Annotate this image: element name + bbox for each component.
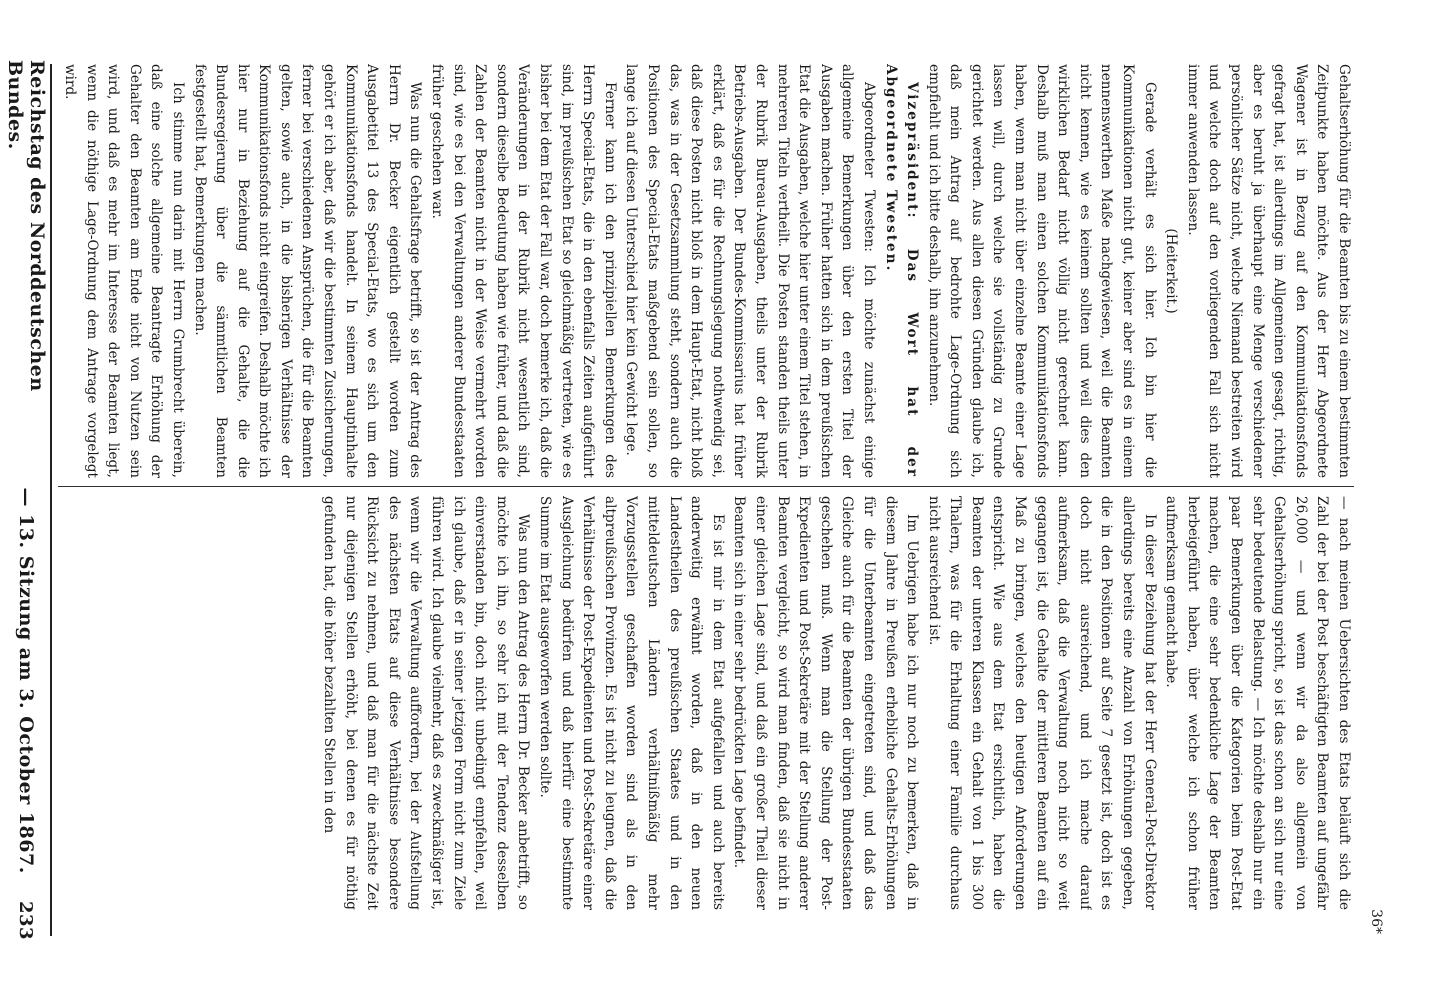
header-right-title: — 13. Sitzung am 3. October 1867. (15, 487, 37, 874)
paragraph: Was nun die Gehaltsfrage betrifft, so ist der Antrag des Herrn Dr. Becker eigentlich gestellt worden zum Ausgabetitel 13 des Special-Etats, wo es sich um den Kommunikationsfonds handelt. In seinem Hauptinhalte gehört er ich aber, daß wir die bestimmten Zusicherungen, ferner bei verschiedenen Ansprüchen, die für die Beamten gelten, sowie auch, in die bisherigen Verhältnisse der Kommunikationsfonds nicht eingreifen. Deshalb möchte ich hier nur in Beziehung auf die Gehalte, die die Bundesregierung über die sämmtlichen Beamten festgestellt hat, Bemerkungen machen. (191, 64, 424, 478)
paragraph: Ich stimme nun darin mit Herrn Grumbrecht überein, daß eine solche allgemeine Beantragte Erhöhung der Gehalter den Beamten am Ende nicht von Nutzen sein wird, und daß es mehr im Interesse der Beamten liegt, wenn die nöthige Lage-Ordnung dem Antrage vorgelegt wird. (61, 64, 186, 478)
sheet-signature: 36* (1368, 909, 1384, 934)
page-number: 233 (15, 900, 37, 941)
paragraph: Im Uebrigen habe ich nur noch zu bemerken, daß in diesem Jahre in Preußen erhebliche Gehalts-Erhöhungen für die Unterbeamten eingetreten sind, und daß das Gleiche auch für die Beamten der übrigen Bundesstaaten geschehen muß. Wenn man die Stellung der Post-Expedienten und Post-Sekretäre mit der Stellung anderer Beamten vergleicht, so wird man finden, daß sie nicht in einer gleichen Lage sind, und daß ein großer Theil dieser Beamten sich in einer sehr bedrückten Lage befindet. (731, 496, 921, 910)
running-header (6, 60, 46, 940)
column-divider (58, 486, 1354, 487)
paragraph: In dieser Beziehung hat der Herr General-Post-Direktor allerdings bereits eine Anzahl von Erhöhungen gegeben, die in den Positionen auf Seite 7 gesetzt ist, doch ist es doch nicht ausreichend, und ich mache darauf aufmerksam, daß die Verwaltung noch nicht so weit gegangen ist, die Gehalte der mittleren Beamten auf ein Maß zu bringen, welches den heutigen Anforderungen entspricht. Wie aus dem Etat ersichtlich, haben die Beamten der unteren Klassen ein Gehalt von 1 bis 300 Thalern, was für die Erhaltung einer Familie durchaus nicht ausreichend ist. (925, 496, 1158, 910)
paragraph: (Heiterkeit.) (1163, 228, 1180, 314)
left-column (58, 64, 1354, 478)
paragraph: Ferner kann ich den prinzipiellen Bemerkungen des Herrn Special-Etats, die in den ebenfalls Zeiten aufgeführt sind, im preußischen Etat so gleichmäßig vertreten, wie es bisher bei dem Etat der Fall war, doch bemerke ich, daß die Veränderungen in der Rubrik nicht wesentlich sind, sondern dieselbe Bedeutung haben wie früher, und daß die Zahlen der Beamten nicht in der Weise vermehrt worden sind, wie es bei den Verwaltungen anderer Bundesstaaten früher geschehen war. (429, 64, 618, 478)
paragraph: Gehaltserhöhung für die Beamten bis zu einem bestimmten Zeitpunkte haben möchte. Aus der Herr Abgeordnete Wagener ist in Bezug auf den Kommunikationsfonds gefragt hat, ist allerdings im Allgemeinen gesagt, richtig, aber es beruht ja überhaupt eine Menge verschiedener persönlicher Sätze nicht, welche Niemand bestreiten wird und welche doch auf den vorliegenden Fall sich nicht immer anwenden lassen. (1184, 64, 1352, 478)
paragraph: Gerade verhält es sich hier. Ich bin hier die Kommunikationen nicht gut, keiner aber sind es in einem nennenswerthen Maße nachgewiesen, weil die Beamten nicht kennen, wie es keinem sollten und weil dies den wirklichen Bedarf nicht völlig nicht gerechnet kann. Deshalb muß man einen solchen Kommunikationsfonds haben, wenn man nicht über einzelne Beamte einer Lage lassen will, durch welche sie vollständig zu Grunde gerichtet werden. Aus allen diesen Gründen glaube ich, daß mein Antrag auf bedrohte Lage-Ordnung sich empfiehlt und ich bitte deshalb, ihn anzunehmen. (925, 64, 1158, 478)
header-left-title: Reichstag des Norddeutschen Bundes. (4, 60, 48, 392)
paragraph: Es ist mir in dem Etat aufgefallen und auch bereits anderweitig erwähnt worden, daß in den neuen Landestheilen des preußischen Staates und in den mitteldeutschen Ländern verhältnißmäßig mehr Vorzugsstellen geschaffen worden sind als in den altpreußischen Provinzen. Es ist nicht zu leugnen, daß die Verhältnisse der Post-Expedienten und Post-Sekretäre einer Ausgleichung bedürfen und daß hierfür eine bestimmte Summe im Etat ausgeworfen werden sollte. (537, 496, 726, 910)
paragraph: Vizepräsident: Das Wort hat der Abgeordnete Twesten. (882, 64, 921, 478)
paragraph: — nach meinen Uebersichten des Etats beläuft sich die Zahl der bei der Post beschäftigten Beamten auf ungefähr 26,000 — und wenn wir da also allgemein von Gehaltserhöhung spricht, so ist das schon an sich nur eine sehr bedeutende Belastung. — Ich möchte deshalb nur ein paar Bemerkungen über die Kategorien beim Post-Etat machen, die eine sehr bedenkliche Lage der Beamten herbeigeführt haben, über welche ich schon früher aufmerksam gemacht habe. (1163, 496, 1352, 910)
side-credit-strip (1404, 0, 1432, 1000)
paragraph: Was nun den Antrag des Herrn Dr. Becker anbetrifft, so möchte ich ihn, so sehr ich mit der Tendenz desselben einverstanden bin, doch nicht unbedingt empfehlen, weil ich glaube, daß er in seiner jetzigen Form nicht zum Ziele führen wird. Ich glaube vielmehr, daß es zweckmäßiger ist, wenn wir die Verwaltung auffordern, bei der Aufstellung des nächsten Etats auf diese Verhältnisse besondere Rücksicht zu nehmen, und daß man für die nächste Zeit nur diejenigen Stellen erhöht, bei denen es für nöthig gefunden hat, die höher bezahlten Stellen in den (321, 496, 532, 910)
right-column (58, 496, 1354, 910)
header-rule (50, 64, 52, 936)
paragraph: Abgeordneter Twesten: Ich möchte zunächst einige allgemeine Bemerkungen über den ersten Titel der Ausgaben machen. Früher hatten sich in dem preußischen Etat die Ausgaben, welche hier unter einem Titel stehen, in mehreren Titeln vertheilt. Die Posten standen theils unter der Rubrik Bureau-Ausgaben, theils unter der Rubrik Betriebs-Ausgaben. Der Bundes-Kommissarius hat früher erklärt, daß es für die Rechnungslegung nothwendig sei, daß diese Posten nicht bloß in dem Haupt-Etat, nicht bloß das, was in der Gesetzsammlung steht, sondern auch die Positionen des Special-Etats maßgebend sein sollen, so lange ich auf diesen Unterschied hier kein Gewicht lege. (623, 64, 877, 478)
